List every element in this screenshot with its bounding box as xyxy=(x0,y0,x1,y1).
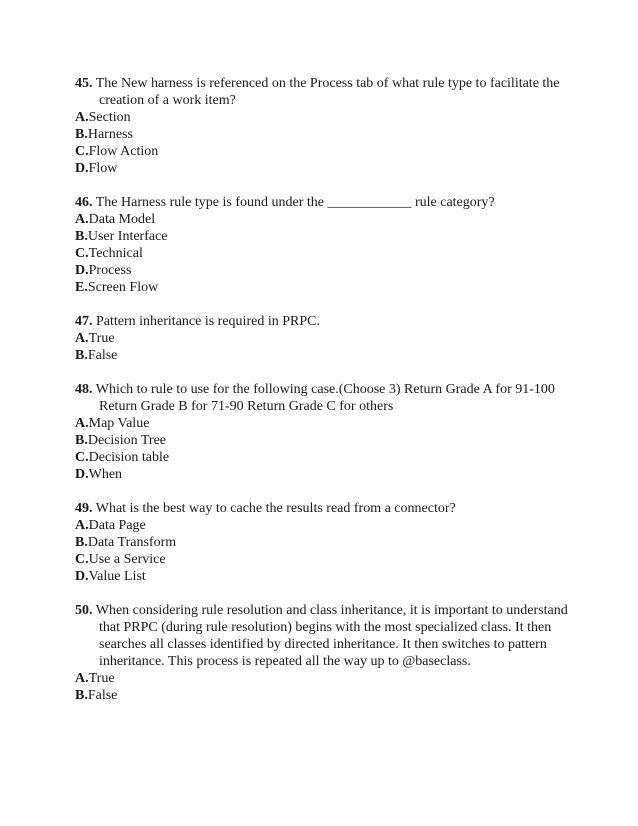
option-c xyxy=(75,551,575,568)
question-47 xyxy=(75,313,575,364)
option-a xyxy=(75,211,575,228)
option-letter: B. xyxy=(75,433,88,448)
question-45 xyxy=(75,75,575,177)
question-body: Pattern inheritance is required in PRPC. xyxy=(96,314,320,329)
option-text: Technical xyxy=(88,246,143,261)
question-number: 48. xyxy=(75,382,93,397)
option-letter: C. xyxy=(75,246,89,261)
option-text: Data Model xyxy=(88,212,156,227)
option-letter: C. xyxy=(75,144,89,159)
option-letter: A. xyxy=(75,212,89,227)
question-46 xyxy=(75,194,575,296)
option-text: Flow Action xyxy=(88,144,159,159)
option-b xyxy=(75,228,575,245)
option-letter: D. xyxy=(75,263,89,278)
option-text: When xyxy=(88,467,123,482)
option-letter: A. xyxy=(75,518,89,533)
option-b xyxy=(75,687,575,704)
option-text: Decision table xyxy=(88,450,170,465)
option-text: Value List xyxy=(88,569,146,584)
option-text: Data Transform xyxy=(87,535,177,550)
option-a xyxy=(75,109,575,126)
question-body: What is the best way to cache the results read from a connector? xyxy=(95,501,456,516)
question-number: 49. xyxy=(75,501,93,516)
option-letter: B. xyxy=(75,348,88,363)
question-text xyxy=(75,500,575,517)
option-d xyxy=(75,466,575,483)
option-letter: A. xyxy=(75,331,89,346)
option-letter: D. xyxy=(75,467,89,482)
question-text xyxy=(75,194,575,211)
question-number: 50. xyxy=(75,603,93,618)
option-text: Map Value xyxy=(88,416,150,431)
option-letter: A. xyxy=(75,671,89,686)
question-body: The New harness is referenced on the Process tab of what rule type to facilitate the creation of a work item? xyxy=(95,76,560,108)
option-text: Data Page xyxy=(88,518,146,533)
question-text xyxy=(75,75,575,109)
question-number: 47. xyxy=(75,314,93,329)
option-d xyxy=(75,262,575,279)
option-text: Process xyxy=(88,263,132,278)
question-number: 45. xyxy=(75,76,93,91)
option-letter: D. xyxy=(75,569,89,584)
option-text: User Interface xyxy=(87,229,168,244)
question-49 xyxy=(75,500,575,585)
question-text xyxy=(75,602,575,670)
question-body: When considering rule resolution and class inheritance, it is important to understand that PRPC (during rule resolution) begins with the most specialized class. It then searches all classes identified by directed inheritance. It then switches to pattern inheritance. This process is repeated all the way up to @baseclass. xyxy=(95,603,568,669)
option-a xyxy=(75,517,575,534)
option-b xyxy=(75,347,575,364)
option-text: Screen Flow xyxy=(87,280,159,295)
option-d xyxy=(75,568,575,585)
option-letter: E. xyxy=(75,280,88,295)
option-text: Harness xyxy=(87,127,133,142)
option-c xyxy=(75,245,575,262)
question-body: The Harness rule type is found under the ____________ rule category? xyxy=(95,195,495,210)
option-text: False xyxy=(87,348,118,363)
option-letter: B. xyxy=(75,535,88,550)
question-text xyxy=(75,313,575,330)
option-letter: B. xyxy=(75,688,88,703)
document-page xyxy=(75,75,575,721)
question-text xyxy=(75,381,575,415)
option-a xyxy=(75,330,575,347)
option-text: False xyxy=(87,688,118,703)
option-letter: B. xyxy=(75,229,88,244)
option-text: Flow xyxy=(88,161,118,176)
option-a xyxy=(75,415,575,432)
option-letter: C. xyxy=(75,450,89,465)
option-text: True xyxy=(88,671,115,686)
question-number: 46. xyxy=(75,195,93,210)
option-text: Use a Service xyxy=(88,552,166,567)
option-c xyxy=(75,449,575,466)
option-b xyxy=(75,534,575,551)
option-letter: C. xyxy=(75,552,89,567)
question-50 xyxy=(75,602,575,704)
option-text: True xyxy=(88,331,115,346)
option-b xyxy=(75,432,575,449)
option-c xyxy=(75,143,575,160)
option-letter: D. xyxy=(75,161,89,176)
option-b xyxy=(75,126,575,143)
option-letter: A. xyxy=(75,110,89,125)
option-text: Section xyxy=(88,110,131,125)
option-letter: A. xyxy=(75,416,89,431)
option-d xyxy=(75,160,575,177)
option-a xyxy=(75,670,575,687)
option-text: Decision Tree xyxy=(87,433,167,448)
option-letter: B. xyxy=(75,127,88,142)
question-body: Which to rule to use for the following case.(Choose 3) Return Grade A for 91-100 Return Grade B for 71-90 Return Grade C for others xyxy=(95,382,555,414)
question-48 xyxy=(75,381,575,483)
option-e xyxy=(75,279,575,296)
